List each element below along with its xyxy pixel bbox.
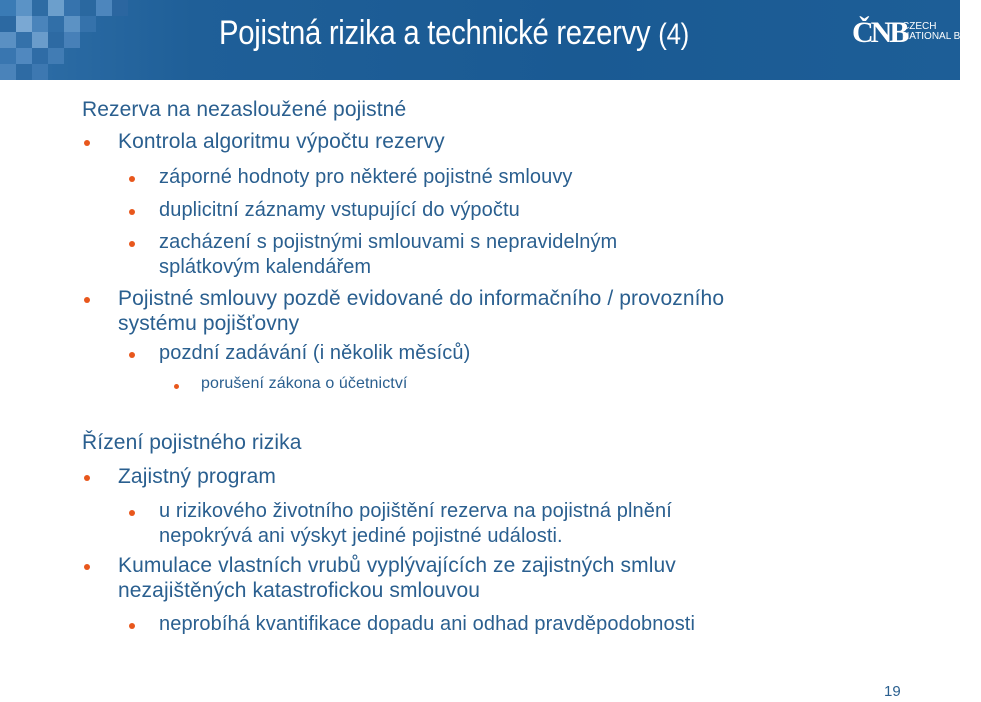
cnb-logo-mark: ČNB — [852, 16, 907, 49]
list-item: u rizikového životního pojištění rezerva na pojistná plnění — [159, 500, 672, 522]
bullet-icon — [84, 564, 90, 570]
list-item: Kontrola algoritmu výpočtu rezervy — [118, 130, 445, 153]
list-item: zacházení s pojistnými smlouvami s nepravidelným — [159, 231, 618, 253]
cnb-logo-line2: NATIONAL BANK — [902, 31, 981, 42]
bullet-icon — [84, 475, 90, 481]
list-item-continuation: splátkovým kalendářem — [159, 256, 372, 278]
cnb-logo-line1: CZECH — [902, 21, 937, 32]
section-heading: Rezerva na nezasloužené pojistné — [82, 98, 407, 121]
bullet-icon — [129, 510, 135, 516]
bullet-icon — [84, 140, 90, 146]
bullet-icon — [174, 384, 179, 389]
list-item-continuation: nezajištěných katastrofickou smlouvou — [118, 579, 481, 602]
page-number: 19 — [884, 683, 901, 700]
bullet-icon — [129, 176, 135, 182]
list-item: porušení zákona o účetnictví — [201, 375, 408, 392]
slide-title-number: (4) — [658, 18, 690, 51]
section-heading: Řízení pojistného rizika — [82, 431, 302, 454]
list-item: Zajistný program — [118, 465, 276, 488]
list-item: neprobíhá kvantifikace dopadu ani odhad pravděpodobnosti — [159, 613, 696, 635]
list-item: pozdní zadávání (i několik měsíců) — [159, 342, 471, 364]
list-item: Kumulace vlastních vrubů vyplývajících ze zajistných smluv — [118, 554, 676, 577]
list-item: Pojistné smlouvy pozdě evidované do informačního / provozního — [118, 287, 725, 310]
bullet-icon — [84, 297, 90, 303]
list-item: duplicitní záznamy vstupující do výpočtu — [159, 199, 520, 221]
slide-title-text: Pojistná rizika a technické rezervy — [219, 14, 651, 52]
list-item-continuation: nepokrývá ani výskyt jediné pojistné události. — [159, 525, 563, 547]
bullet-icon — [129, 241, 135, 247]
bullet-icon — [129, 352, 135, 358]
list-item-continuation: systému pojišťovny — [118, 312, 300, 335]
bullet-icon — [129, 209, 135, 215]
list-item: záporné hodnoty pro některé pojistné smlouvy — [159, 166, 573, 188]
bullet-icon — [129, 623, 135, 629]
